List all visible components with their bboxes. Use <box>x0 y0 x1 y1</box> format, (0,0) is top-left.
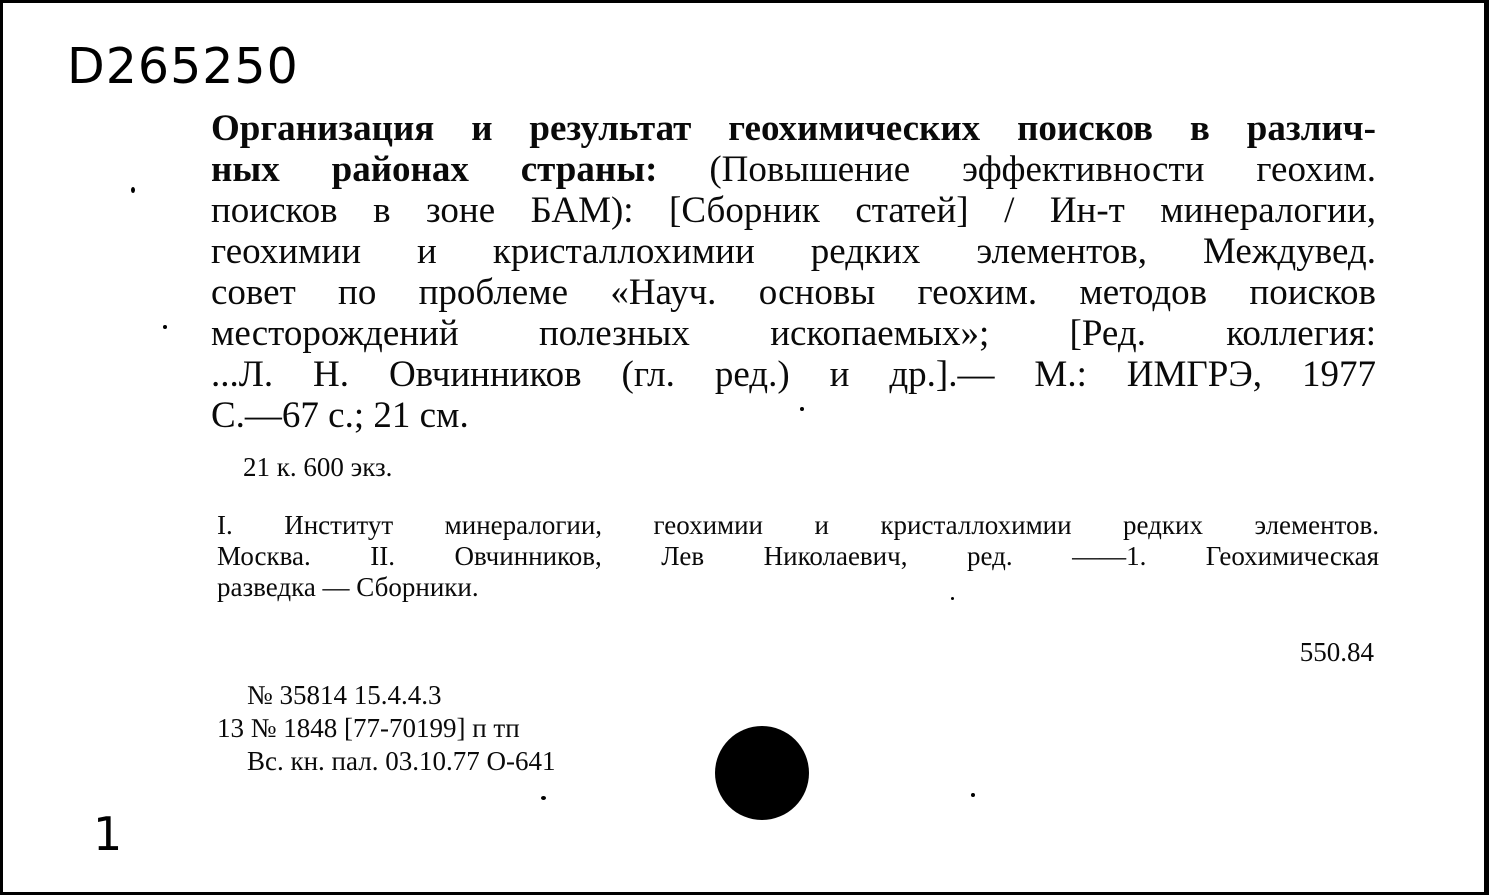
ink-speck <box>131 187 135 193</box>
entry-line-1: I. Институт минералогии, геохимии и кристаллохимии редких элементов. <box>217 510 1379 540</box>
registry-line-2: 13 № 1848 [77-70199] п тп <box>217 713 520 743</box>
title-line-2 <box>211 149 1376 190</box>
title-line-2-rest: (Повышение эффективности геохим. <box>709 149 1377 190</box>
entry-line-2: Москва. II. Овчинников, Лев Николаевич, ред. ——1. Геохимическая <box>217 541 1379 571</box>
title-line-2-bold: ных районах страны: <box>211 149 658 190</box>
price-and-circulation: 21 к. 600 экз. <box>243 452 393 482</box>
description-line-8: С.—67 с.; 21 см. <box>211 395 469 436</box>
description-line-7: ...Л. Н. Овчинников (гл. ред.) и др.].— М.: ИМГРЭ, 1977 <box>211 354 1376 395</box>
description-line-4: геохимии и кристаллохимии редких элементов, Междувед. <box>211 231 1376 272</box>
punch-hole <box>715 726 809 820</box>
added-entries <box>217 510 1379 603</box>
ink-speck <box>951 597 954 600</box>
registry-line-3: Вс. кн. пал. 03.10.77 О-641 <box>247 746 556 776</box>
classification-number: 550.84 <box>1299 637 1374 667</box>
ink-speck <box>163 325 167 329</box>
description-line-3: поисков в зоне БАМ): [Сборник статей] / Ин-т минералогии, <box>211 190 1376 231</box>
registry-line-1: № 35814 15.4.4.3 <box>247 680 442 710</box>
description-line-6: месторождений полезных ископаемых»; [Ред. коллегия: <box>211 313 1376 354</box>
registry-info <box>217 679 555 778</box>
description-line-5: совет по проблеме «Науч. основы геохим. методов поисков <box>211 272 1376 313</box>
bibliographic-description <box>211 108 1376 436</box>
ink-speck <box>541 796 546 800</box>
ink-speck <box>971 793 975 797</box>
entry-line-3: разведка — Сборники. <box>217 572 479 602</box>
title-line-1: Организация и результат геохимических поисков в различ- <box>211 108 1376 149</box>
handwritten-mark: 1 <box>93 807 123 861</box>
ink-speck <box>800 407 804 411</box>
handwritten-catalog-id: D265250 <box>67 38 299 95</box>
